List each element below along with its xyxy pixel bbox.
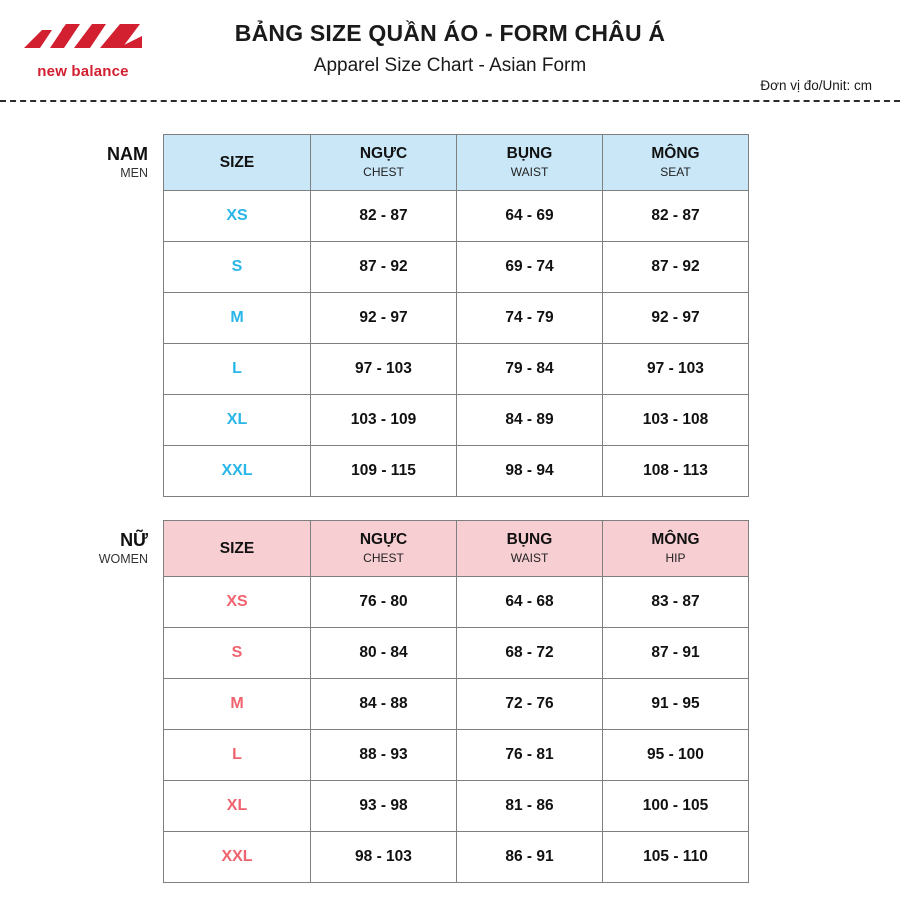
- cell-size: L: [164, 344, 311, 395]
- cell-chest: 84 - 88: [311, 679, 457, 730]
- cell-chest: 87 - 92: [311, 242, 457, 293]
- cell-size: XL: [164, 395, 311, 446]
- cell-waist: 86 - 91: [457, 832, 603, 883]
- table-row: [164, 395, 749, 446]
- cell-chest: 103 - 109: [311, 395, 457, 446]
- cell-hip: 87 - 91: [603, 628, 749, 679]
- column-header-size: SIZE: [164, 135, 311, 191]
- column-header-hip: MÔNG HIP: [603, 521, 749, 577]
- cell-waist: 68 - 72: [457, 628, 603, 679]
- table-row: [164, 191, 749, 242]
- table-header-row: [164, 521, 749, 577]
- size-table-women: [163, 520, 749, 883]
- brand-name: new balance: [37, 63, 129, 80]
- column-header-waist: BỤNG WAIST: [457, 521, 603, 577]
- column-header-waist: BỤNG WAIST: [457, 135, 603, 191]
- column-header-hip: MÔNG SEAT: [603, 135, 749, 191]
- title-block: [0, 20, 900, 77]
- table-row: [164, 446, 749, 497]
- column-header-chest: NGỰC CHEST: [311, 135, 457, 191]
- cell-hip: 105 - 110: [603, 832, 749, 883]
- section-label-men-vi: NAM: [107, 144, 148, 164]
- cell-size: S: [164, 242, 311, 293]
- cell-waist: 74 - 79: [457, 293, 603, 344]
- page-title-en: Apparel Size Chart - Asian Form: [313, 55, 587, 76]
- header-divider: [0, 100, 900, 102]
- cell-chest: 98 - 103: [311, 832, 457, 883]
- table-row: [164, 628, 749, 679]
- cell-waist: 98 - 94: [457, 446, 603, 497]
- cell-size: L: [164, 730, 311, 781]
- cell-waist: 81 - 86: [457, 781, 603, 832]
- table-row: [164, 781, 749, 832]
- cell-waist: 69 - 74: [457, 242, 603, 293]
- section-label-women-vi: NỮ: [120, 530, 148, 550]
- size-table-men: [163, 134, 749, 497]
- cell-size: XS: [164, 577, 311, 628]
- section-label-men: [0, 144, 160, 181]
- cell-waist: 79 - 84: [457, 344, 603, 395]
- cell-chest: 76 - 80: [311, 577, 457, 628]
- section-label-men-en: MEN: [120, 166, 148, 180]
- cell-hip: 100 - 105: [603, 781, 749, 832]
- cell-chest: 82 - 87: [311, 191, 457, 242]
- cell-chest: 88 - 93: [311, 730, 457, 781]
- cell-hip: 103 - 108: [603, 395, 749, 446]
- table-row: [164, 577, 749, 628]
- cell-chest: 97 - 103: [311, 344, 457, 395]
- cell-waist: 84 - 89: [457, 395, 603, 446]
- table-row: [164, 242, 749, 293]
- cell-hip: 91 - 95: [603, 679, 749, 730]
- cell-hip: 83 - 87: [603, 577, 749, 628]
- table-row: [164, 293, 749, 344]
- cell-hip: 97 - 103: [603, 344, 749, 395]
- cell-size: M: [164, 293, 311, 344]
- cell-waist: 64 - 69: [457, 191, 603, 242]
- page-header: [0, 0, 900, 100]
- cell-hip: 108 - 113: [603, 446, 749, 497]
- section-label-women-en: WOMEN: [98, 552, 148, 566]
- page-title-vi: BẢNG SIZE QUẦN ÁO - FORM CHÂU Á: [234, 20, 666, 46]
- cell-hip: 87 - 92: [603, 242, 749, 293]
- cell-waist: 64 - 68: [457, 577, 603, 628]
- cell-waist: 72 - 76: [457, 679, 603, 730]
- cell-size: M: [164, 679, 311, 730]
- column-header-size: SIZE: [164, 521, 311, 577]
- table-row: [164, 832, 749, 883]
- cell-size: XL: [164, 781, 311, 832]
- section-label-women: [0, 530, 160, 567]
- table-row: [164, 679, 749, 730]
- cell-chest: 93 - 98: [311, 781, 457, 832]
- cell-chest: 80 - 84: [311, 628, 457, 679]
- cell-waist: 76 - 81: [457, 730, 603, 781]
- cell-hip: 82 - 87: [603, 191, 749, 242]
- table-row: [164, 344, 749, 395]
- cell-hip: 92 - 97: [603, 293, 749, 344]
- unit-note: Đơn vị đo/Unit: cm: [760, 78, 872, 93]
- cell-chest: 109 - 115: [311, 446, 457, 497]
- cell-size: XS: [164, 191, 311, 242]
- table-row: [164, 730, 749, 781]
- cell-size: XXL: [164, 832, 311, 883]
- column-header-chest: NGỰC CHEST: [311, 521, 457, 577]
- table-header-row: [164, 135, 749, 191]
- cell-size: XXL: [164, 446, 311, 497]
- cell-hip: 95 - 100: [603, 730, 749, 781]
- cell-size: S: [164, 628, 311, 679]
- cell-chest: 92 - 97: [311, 293, 457, 344]
